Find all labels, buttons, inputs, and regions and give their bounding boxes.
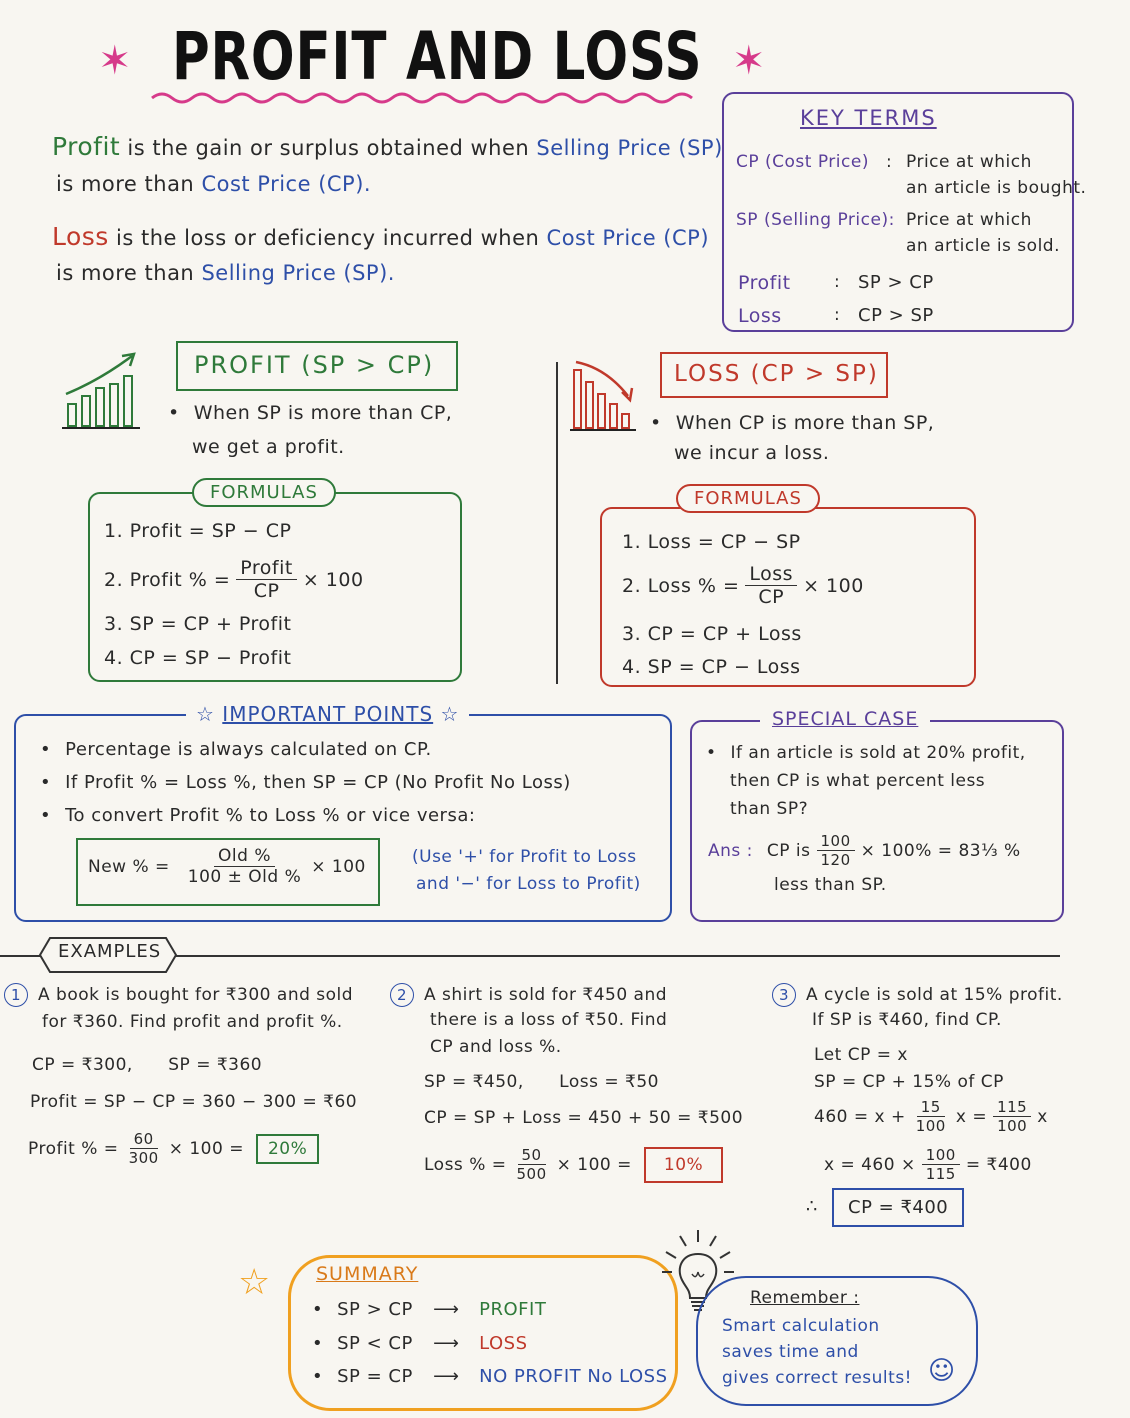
star-outline-icon: ☆ <box>238 1262 271 1303</box>
remember-line-2: saves time and <box>722 1342 859 1362</box>
conversion-hint-2: and '−' for Loss to Profit) <box>416 874 641 894</box>
sp-definition-2: an article is sold. <box>906 236 1060 256</box>
example-2-question-2: there is a loss of ₹50. Find <box>430 1010 668 1030</box>
special-answer: Ans : CP is $\frac{100}{120}$ × 100% = 83⅓ % <box>708 832 1021 869</box>
example-1-step-2: Profit = SP − CP = 360 − 300 = ₹60 <box>30 1092 358 1112</box>
profit-note-2: we get a profit. <box>192 436 345 458</box>
example-3-fraction-2: $\frac{115}{100}$ <box>993 1098 1031 1135</box>
summary-row-1: • SP > CP ⟶ PROFIT <box>312 1299 546 1320</box>
summary-row-2: • SP < CP ⟶ LOSS <box>312 1333 528 1354</box>
special-question-1: • If an article is sold at 20% profit, <box>706 743 1026 763</box>
page-title: PROFIT AND LOSS <box>172 18 703 95</box>
key-profit-rule: SP > CP <box>858 272 934 293</box>
sp-term-label: SP (Selling Price): <box>736 210 895 230</box>
example-2-step-2: CP = SP + Loss = 450 + 50 = ₹500 <box>424 1108 744 1128</box>
summary-row-3: • SP = CP ⟶ NO PROFIT No LOSS <box>312 1366 668 1387</box>
key-loss-label: Loss <box>738 305 782 327</box>
rising-chart-icon <box>60 350 144 434</box>
profit-formula-4: 4. CP = SP − Profit <box>104 647 292 669</box>
example-2-question-1: 2 A shirt is sold for ₹450 and <box>390 983 667 1007</box>
example-1-question-1: 1 A book is bought for ₹300 and sold <box>4 983 353 1007</box>
cp-definition-2: an article is bought. <box>906 178 1087 198</box>
key-loss-rule: CP > SP <box>858 305 934 326</box>
loss-note-2: we incur a loss. <box>674 442 830 464</box>
loss-formula-2: 2. Loss % = $\frac{\text{Loss}}{CP}$ × 100 <box>622 563 864 608</box>
cp-term-label: CP (Cost Price) <box>736 152 869 172</box>
example-1-question-2: for ₹360. Find profit and profit %. <box>42 1012 343 1032</box>
key-profit-label: Profit <box>738 272 791 294</box>
example-3-step-2: SP = CP + 15% of CP <box>814 1072 1004 1092</box>
example-3-question-1: 3 A cycle is sold at 15% profit. <box>772 983 1063 1007</box>
loss-pct-fraction: $\frac{\text{Loss}}{CP}$ <box>745 563 797 608</box>
important-points-heading: ☆ IMPORTANT POINTS ☆ <box>186 702 469 726</box>
special-question-2: then CP is what percent less <box>730 771 986 791</box>
loss-note-1: • When CP is more than SP, <box>650 412 934 434</box>
profit-pct-fraction: $\frac{\text{Profit}}{CP}$ <box>236 557 297 602</box>
example-3-question-2: If SP is ₹460, find CP. <box>812 1010 1002 1030</box>
example-3-fraction-3: $\frac{100}{115}$ <box>922 1146 960 1183</box>
profit-definition-line1: Profit is the gain or surplus obtained when Selling Price (SP) <box>52 132 723 161</box>
conversion-fraction: $\frac{\text{Old \%}}{\text{100 ± Old \%}}$ <box>187 846 302 887</box>
falling-chart-icon <box>566 356 638 434</box>
example-2-answer: 10% <box>644 1147 723 1183</box>
section-divider <box>556 362 558 684</box>
important-point-1: • Percentage is always calculated on CP. <box>40 739 432 760</box>
key-profit-colon: : <box>834 272 841 292</box>
key-terms-heading: KEY TERMS <box>800 106 937 130</box>
profit-note-1: • When SP is more than CP, <box>168 402 452 424</box>
loss-formulas-tag: FORMULAS <box>676 484 820 513</box>
loss-heading: LOSS (CP > SP) <box>674 361 879 387</box>
smiley-icon: ☺ <box>928 1356 956 1386</box>
remember-heading: Remember : <box>750 1288 860 1308</box>
loss-formula-4: 4. SP = CP − Loss <box>622 656 801 678</box>
example-3-step-3: 460 = x + $\frac{15}{100}$ x = $\frac{115}{100}$ x <box>814 1098 1048 1135</box>
conversion-hint-1: (Use '+' for Profit to Loss <box>412 847 637 867</box>
example-3-step-1: Let CP = x <box>814 1045 908 1065</box>
remember-line-1: Smart calculation <box>722 1316 880 1336</box>
examples-tag: EXAMPLES <box>58 941 162 962</box>
profit-heading: PROFIT (SP > CP) <box>194 351 435 379</box>
sp-definition-1: Price at which <box>906 210 1032 230</box>
special-case-heading: SPECIAL CASE <box>760 708 930 730</box>
example-2-question-3: CP and loss %. <box>430 1037 562 1057</box>
example-2-step-3: Loss % = $\frac{50}{500}$ × 100 = 10% <box>424 1146 723 1183</box>
therefore-symbol: ∴ <box>806 1196 818 1217</box>
profit-formula-1: 1. Profit = SP − CP <box>104 520 292 542</box>
conversion-formula: New % = $\frac{\text{Old \%}}{\text{100 ± Old \%}}$ × 100 <box>88 846 366 887</box>
important-point-2: • If Profit % = Loss %, then SP = CP (No Profit No Loss) <box>40 772 571 793</box>
special-fraction: $\frac{100}{120}$ <box>817 832 855 869</box>
example-3-step-4: x = 460 × $\frac{100}{115}$ = ₹400 <box>824 1146 1032 1183</box>
star-icon: ☆ <box>440 702 460 726</box>
loss-formula-3: 3. CP = CP + Loss <box>622 623 802 645</box>
example-2-step-1: SP = ₹450, Loss = ₹50 <box>424 1072 659 1092</box>
profit-definition-line2: is more than Cost Price (CP). <box>56 172 372 196</box>
example-1-answer: 20% <box>256 1134 319 1164</box>
example-1-fraction: $\frac{60}{300}$ <box>128 1130 159 1167</box>
special-question-3: than SP? <box>730 799 809 819</box>
special-answer-2: less than SP. <box>774 875 887 895</box>
example-3-fraction-1: $\frac{15}{100}$ <box>915 1098 946 1135</box>
remember-line-3: gives correct results! <box>722 1368 912 1388</box>
profit-formulas-tag: FORMULAS <box>192 478 336 507</box>
profit-formula-2: 2. Profit % = $\frac{\text{Profit}}{CP}$ × 100 <box>104 557 364 602</box>
loss-definition-line1: Loss is the loss or deficiency incurred when Cost Price (CP) <box>52 222 710 251</box>
star-icon: ☆ <box>196 702 215 726</box>
example-1-step-3: Profit % = $\frac{60}{300}$ × 100 = 20% <box>28 1130 319 1167</box>
important-point-3: • To convert Profit % to Loss % or vice versa: <box>40 805 475 826</box>
key-loss-colon: : <box>834 305 841 325</box>
loss-definition-line2: is more than Selling Price (SP). <box>56 261 395 285</box>
example-3-answer: CP = ₹400 <box>832 1188 964 1227</box>
example-2-fraction: $\frac{50}{500}$ <box>516 1146 547 1183</box>
examples-rule-left <box>0 955 40 957</box>
examples-rule <box>40 955 1060 957</box>
star-right-icon: ✶ <box>732 38 766 84</box>
loss-formula-1: 1. Loss = CP − SP <box>622 531 801 553</box>
profit-formula-3: 3. SP = CP + Profit <box>104 613 292 635</box>
summary-heading: SUMMARY <box>316 1263 419 1285</box>
star-left-icon: ✶ <box>98 38 132 84</box>
cp-colon: : <box>886 152 893 172</box>
cp-definition-1: Price at which <box>906 152 1032 172</box>
example-1-step-1: CP = ₹300, SP = ₹360 <box>32 1055 263 1075</box>
title-underline-wave <box>150 90 710 106</box>
